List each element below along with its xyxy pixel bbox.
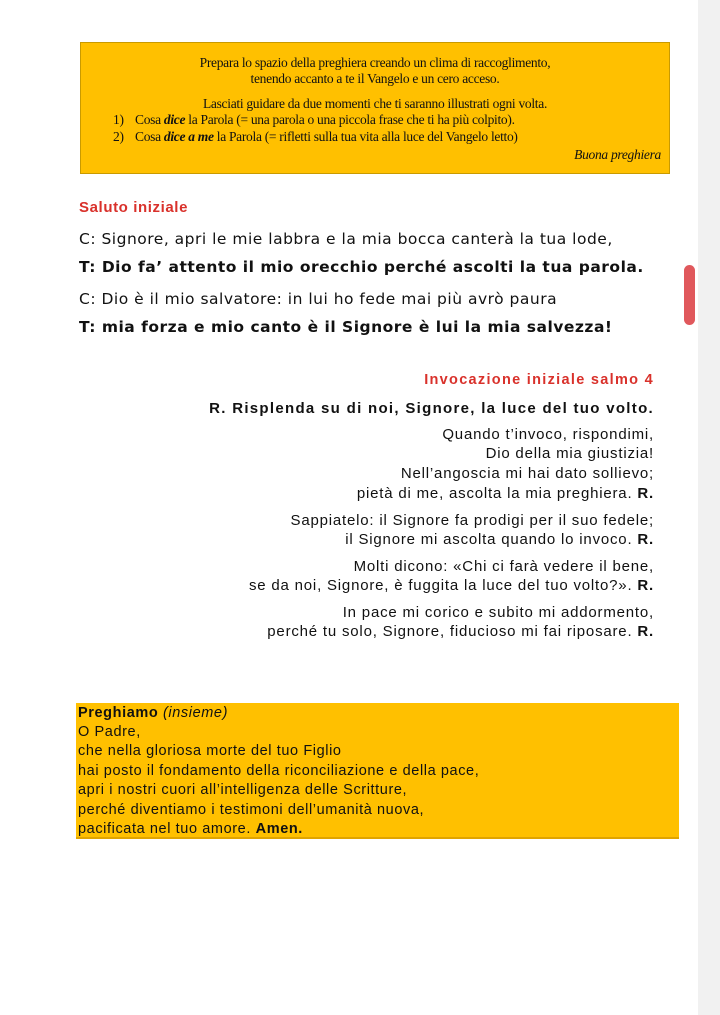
- psalm-line-text: pietà di me, ascolta la mia preghiera.: [356, 485, 633, 502]
- prayer-line: O Padre,: [78, 724, 141, 740]
- psalm-line: Sappiatelo: il Signore fa prodigi per il suo fedele;: [290, 512, 654, 529]
- prayer-heading-note: (insieme): [162, 705, 229, 721]
- list-text-post: la Parola (= rifletti sulla tua vita alla luce del Vangelo letto): [213, 129, 518, 144]
- prayer-line: hai posto il fondamento della riconciliazione e della pace,: [78, 763, 480, 779]
- intro-line-3: Lasciati guidare da due momenti che ti saranno illustrati ogni volta.: [202, 96, 548, 111]
- response-marker: R.: [637, 485, 654, 502]
- greeting-line: C: Signore, apri le mie labbra e la mia bocca canterà la tua lode,: [79, 230, 613, 248]
- intro-list-item: [113, 129, 518, 145]
- prayer-line: [78, 820, 303, 839]
- psalm-line: In pace mi corico e subito mi addormento,: [342, 604, 654, 621]
- psalm-line: [357, 485, 654, 502]
- greeting-title: Saluto iniziale: [79, 199, 189, 216]
- list-text-pre: Cosa: [135, 129, 164, 144]
- psalm-line-text: il Signore mi ascolta quando lo invoco.: [345, 531, 633, 548]
- list-keyword: dice a me: [163, 129, 214, 144]
- psalm-line: [267, 623, 654, 640]
- response-marker: R.: [637, 577, 654, 594]
- list-text-pre: Cosa: [135, 112, 164, 127]
- prayer-line: apri i nostri cuori all’intelligenza delle Scritture,: [78, 782, 408, 798]
- psalm-line: Dio della mia giustizia!: [485, 445, 654, 462]
- greeting-line: T: mia forza e mio canto è il Signore è lui la mia salvezza!: [79, 318, 613, 336]
- response-marker: R.: [637, 623, 654, 640]
- prayer-heading: [78, 704, 228, 723]
- prayer-line-text: pacificata nel tuo amore.: [78, 821, 251, 837]
- greeting-line: T: Dio fa’ attento il mio orecchio perché ascolti la tua parola.: [79, 258, 644, 276]
- psalm-line: [345, 531, 654, 548]
- prayer-line: che nella gloriosa morte del tuo Figlio: [78, 743, 342, 759]
- intro-instructions-box: [80, 42, 670, 174]
- psalm-line-text: se da noi, Signore, è fuggita la luce del tuo volto?».: [248, 577, 633, 594]
- intro-list-item: [113, 112, 515, 128]
- psalm-line: Molti dicono: «Chi ci farà vedere il bene,: [353, 558, 654, 575]
- prayer-heading-label: Preghiamo: [78, 705, 159, 721]
- psalm-line: [249, 577, 654, 594]
- list-number: 1): [113, 112, 124, 127]
- prayer-line: perché diventiamo i testimoni dell’umanità nuova,: [78, 802, 425, 818]
- list-number: 2): [113, 129, 124, 144]
- scrollbar-thumb[interactable]: [684, 265, 695, 325]
- intro-line-2: tenendo accanto a te il Vangelo e un cero acceso.: [250, 71, 500, 86]
- psalm-response: R. Risplenda su di noi, Signore, la luce del tuo volto.: [209, 400, 654, 417]
- psalm-line: Nell’angoscia mi hai dato sollievo;: [400, 465, 654, 482]
- greeting-line: C: Dio è il mio salvatore: in lui ho fede mai più avrò paura: [79, 290, 558, 308]
- prayer-amen: Amen.: [255, 821, 303, 837]
- list-keyword: dice: [163, 112, 186, 127]
- prayer-box: [76, 703, 679, 839]
- psalm-line-text: perché tu solo, Signore, fiducioso mi fai riposare.: [267, 623, 633, 640]
- psalm-line: Quando t’invoco, rispondimi,: [442, 426, 654, 443]
- intro-line-1: Prepara lo spazio della preghiera creando un clima di raccoglimento,: [199, 55, 551, 70]
- intro-closing: Buona preghiera: [574, 147, 661, 162]
- list-text-post: la Parola (= una parola o una piccola frase che ti ha più colpito).: [185, 112, 515, 127]
- response-marker: R.: [637, 531, 654, 548]
- psalm-title: Invocazione iniziale salmo 4: [424, 372, 654, 388]
